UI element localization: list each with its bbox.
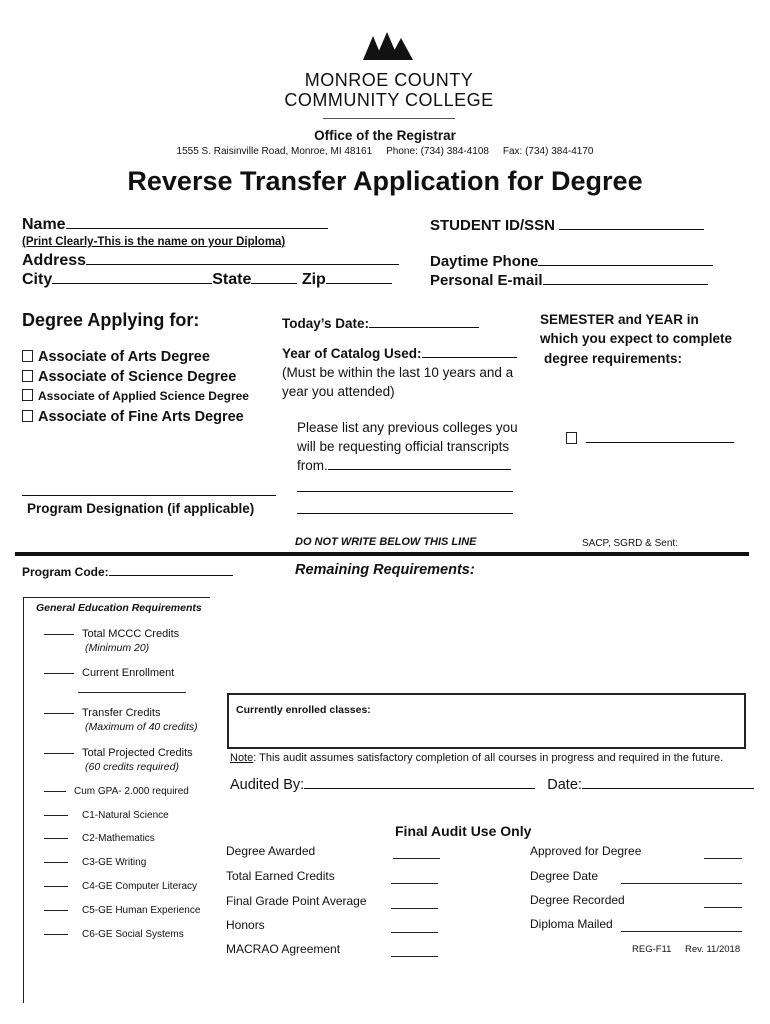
final-right-blank[interactable] bbox=[621, 931, 742, 932]
projected-credits-note: (60 credits required) bbox=[85, 761, 179, 773]
category-blank[interactable] bbox=[44, 886, 68, 887]
todays-date-field[interactable] bbox=[369, 326, 479, 328]
program-designation-label: Program Designation (if applicable) bbox=[27, 501, 255, 516]
category-label: C2-Mathematics bbox=[82, 833, 155, 844]
city-label: City bbox=[22, 271, 53, 288]
student-id-label: STUDENT ID/SSN bbox=[430, 217, 556, 234]
current-enrollment-row bbox=[44, 667, 174, 679]
address-label: Address bbox=[22, 252, 87, 269]
degree-label: Associate of Science Degree bbox=[38, 369, 237, 385]
transfer-credits-note: (Maximum of 40 credits) bbox=[85, 721, 198, 733]
audited-by-field[interactable] bbox=[304, 787, 535, 789]
semester-line3: degree requirements: bbox=[544, 351, 683, 366]
checkbox-icon[interactable] bbox=[22, 370, 33, 382]
final-right-blank[interactable] bbox=[704, 907, 742, 908]
student-id-field[interactable] bbox=[559, 228, 704, 230]
degree-option-science[interactable] bbox=[22, 369, 236, 385]
gpa-label: Cum GPA- 2.000 required bbox=[74, 786, 189, 797]
colleges-line1: Please list any previous colleges you bbox=[297, 420, 518, 435]
date-field[interactable] bbox=[582, 787, 754, 789]
category-label: C4-GE Computer Literacy bbox=[82, 881, 198, 892]
todays-date-label: Today’s Date: bbox=[282, 316, 370, 331]
category-row-c2 bbox=[44, 833, 155, 844]
catalog-note-line1: (Must be within the last 10 years and a bbox=[282, 365, 514, 380]
logo-rule bbox=[323, 118, 455, 119]
name-field[interactable] bbox=[66, 227, 328, 229]
current-enrollment-field[interactable] bbox=[78, 692, 186, 693]
semester-line2: which you expect to complete bbox=[540, 331, 733, 346]
zip-field[interactable] bbox=[326, 282, 392, 284]
note-text: : This audit assumes satisfactory completion of all courses in progress and required in the future. bbox=[253, 752, 724, 764]
college-field-2[interactable] bbox=[297, 491, 513, 492]
address-field[interactable] bbox=[86, 263, 399, 265]
revision: Rev. 11/2018 bbox=[685, 944, 741, 955]
college-field-1[interactable] bbox=[328, 468, 511, 470]
college-logo bbox=[283, 26, 495, 124]
print-note: (Print Clearly-This is the name on your Diploma) bbox=[22, 236, 286, 248]
gen-ed-box bbox=[23, 597, 210, 1003]
final-left-blank[interactable] bbox=[391, 932, 438, 933]
projected-credits-blank[interactable] bbox=[44, 753, 74, 754]
state-label: State bbox=[212, 271, 252, 288]
final-right-item: Diploma Mailed bbox=[530, 917, 613, 931]
contact-line bbox=[0, 146, 770, 157]
checkbox-icon[interactable] bbox=[22, 350, 33, 362]
category-blank[interactable] bbox=[44, 862, 68, 863]
final-audit-title: Final Audit Use Only bbox=[395, 823, 532, 839]
currently-enrolled-box[interactable] bbox=[227, 693, 746, 749]
college-field-3[interactable] bbox=[297, 513, 513, 514]
currently-enrolled-label: Currently enrolled classes: bbox=[236, 704, 371, 716]
daytime-phone-label: Daytime Phone bbox=[430, 253, 539, 270]
final-left-item: Degree Awarded bbox=[226, 844, 316, 858]
checkbox-icon[interactable] bbox=[566, 432, 577, 444]
category-row-c6 bbox=[44, 929, 184, 940]
audit-note bbox=[230, 752, 723, 764]
final-left-item: MACRAO Agreement bbox=[226, 942, 341, 956]
current-enrollment-label: Current Enrollment bbox=[82, 667, 175, 679]
checkbox-icon[interactable] bbox=[22, 410, 33, 422]
projected-credits-row bbox=[44, 747, 193, 759]
category-blank[interactable] bbox=[44, 815, 68, 816]
office-name: Office of the Registrar bbox=[314, 128, 456, 143]
college-name-line2: COMMUNITY COLLEGE bbox=[284, 90, 494, 110]
catalog-year-label: Year of Catalog Used: bbox=[282, 346, 422, 361]
gen-ed-title: General Education Requirements bbox=[36, 602, 202, 614]
catalog-note-line2: year you attended) bbox=[282, 384, 395, 399]
program-code-field[interactable] bbox=[109, 574, 233, 576]
program-designation-field[interactable] bbox=[22, 495, 276, 496]
final-left-blank[interactable] bbox=[393, 858, 440, 859]
colleges-line3: from. bbox=[297, 458, 328, 473]
final-left-item: Total Earned Credits bbox=[226, 869, 335, 883]
daytime-phone-field[interactable] bbox=[538, 264, 713, 266]
colleges-line2: will be requesting official transcripts bbox=[297, 439, 510, 454]
degree-label: Associate of Fine Arts Degree bbox=[38, 409, 244, 425]
category-row-c5 bbox=[44, 905, 200, 916]
degree-label: Associate of Arts Degree bbox=[38, 349, 210, 365]
category-label: C6-GE Social Systems bbox=[82, 929, 184, 940]
category-label: C3-GE Writing bbox=[82, 857, 147, 868]
sacp-label: SACP, SGRD & Sent: bbox=[582, 538, 678, 549]
audited-by-label: Audited By: bbox=[230, 777, 305, 793]
date-label: Date: bbox=[547, 777, 582, 793]
final-right-blank[interactable] bbox=[621, 883, 742, 884]
final-left-blank[interactable] bbox=[391, 908, 438, 909]
semester-option[interactable] bbox=[566, 430, 734, 446]
note-label: Note bbox=[230, 752, 254, 764]
degree-heading: Degree Applying for: bbox=[22, 310, 200, 330]
divider-line bbox=[15, 552, 749, 556]
transfer-credits-label: Transfer Credits bbox=[82, 707, 161, 719]
name-label: Name bbox=[22, 216, 66, 233]
state-field[interactable] bbox=[251, 282, 297, 284]
final-right-item: Degree Recorded bbox=[530, 893, 625, 907]
transfer-credits-blank[interactable] bbox=[44, 713, 74, 714]
degree-label: Associate of Applied Science Degree bbox=[38, 389, 249, 403]
final-left-blank[interactable] bbox=[391, 883, 438, 884]
checkbox-icon[interactable] bbox=[22, 389, 33, 401]
final-right-blank[interactable] bbox=[704, 858, 742, 859]
gpa-row bbox=[44, 786, 189, 797]
degree-option-arts[interactable] bbox=[22, 349, 210, 365]
program-code-label: Program Code: bbox=[22, 565, 109, 579]
degree-option-fine-arts[interactable] bbox=[22, 409, 244, 425]
final-left-item: Final Grade Point Average bbox=[226, 894, 367, 908]
category-row-c4 bbox=[44, 881, 197, 892]
gpa-blank[interactable] bbox=[44, 791, 66, 792]
category-blank[interactable] bbox=[44, 838, 68, 839]
catalog-year-field[interactable] bbox=[422, 356, 517, 358]
degree-option-applied-science[interactable] bbox=[22, 389, 249, 403]
category-row-c1 bbox=[44, 810, 169, 821]
final-left-blank[interactable] bbox=[391, 956, 438, 957]
transfer-credits-row bbox=[44, 707, 160, 719]
city-field[interactable] bbox=[52, 282, 212, 284]
total-credits-note: (Minimum 20) bbox=[85, 642, 150, 654]
college-fax: Fax: (734) 384-4170 bbox=[502, 146, 594, 157]
semester-field[interactable] bbox=[586, 441, 734, 443]
college-name-line1: MONROE COUNTY bbox=[304, 70, 474, 90]
email-label: Personal E-mail bbox=[430, 272, 543, 289]
total-credits-row bbox=[44, 628, 179, 640]
remaining-requirements-label: Remaining Requirements: bbox=[295, 562, 475, 578]
college-phone: Phone: (734) 384-4108 bbox=[386, 146, 489, 157]
zip-label: Zip bbox=[301, 271, 326, 288]
final-right-item: Degree Date bbox=[530, 869, 599, 883]
total-credits-blank[interactable] bbox=[44, 634, 74, 635]
college-address: 1555 S. Raisinville Road, Monroe, MI 48161 bbox=[176, 146, 373, 157]
category-blank[interactable] bbox=[44, 910, 68, 911]
category-blank[interactable] bbox=[44, 934, 68, 935]
email-field[interactable] bbox=[543, 283, 708, 285]
current-enrollment-blank[interactable] bbox=[44, 673, 74, 674]
form-title: Reverse Transfer Application for Degree bbox=[127, 166, 643, 196]
total-credits-label: Total MCCC Credits bbox=[82, 628, 180, 640]
final-right-item: Approved for Degree bbox=[530, 844, 642, 858]
projected-credits-label: Total Projected Credits bbox=[82, 747, 193, 759]
category-label: C5-GE Human Experience bbox=[82, 905, 201, 916]
semester-line1: SEMESTER and YEAR in bbox=[540, 312, 699, 327]
logo-mark-icon bbox=[283, 26, 495, 66]
category-row-c3 bbox=[44, 857, 146, 868]
final-left-item: Honors bbox=[226, 918, 265, 932]
do-not-write-label: DO NOT WRITE BELOW THIS LINE bbox=[295, 536, 477, 548]
form-id: REG-F11 bbox=[632, 944, 672, 955]
category-label: C1-Natural Science bbox=[82, 810, 169, 821]
